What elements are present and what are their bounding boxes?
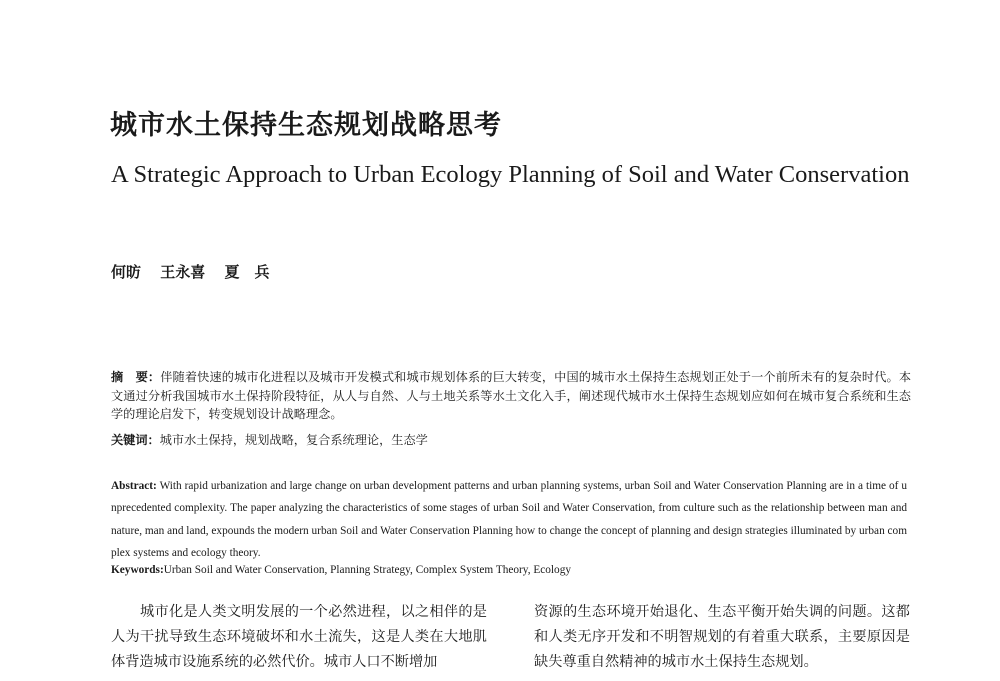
abstract-chinese-label: 摘 要： xyxy=(111,370,161,384)
keywords-english-text: Urban Soil and Water Conservation, Planning Strategy, Complex System Theory, Ecology xyxy=(163,564,572,576)
abstract-chinese xyxy=(111,368,911,424)
author-2: 王永喜 xyxy=(160,263,206,281)
keywords-chinese-text: 城市水土保持，规划战略，复合系统理论，生态学 xyxy=(159,433,428,447)
abstract-english xyxy=(111,475,907,564)
author-1: 何昉 xyxy=(111,263,142,281)
abstract-chinese-text: 伴随着快速的城市化进程以及城市开发模式和城市规划体系的巨大转变，中国的城市水土保持生态规划正处于一个前所未有的复杂时代。本文通过分析我国城市水土保持阶段特征，从人与自然、人与土地关系等水土文化入手，阐述现代城市水土保持生态规划应如何在城市复合系统和生态学的理论启发下，转变规划设计战略理念。 xyxy=(111,370,912,421)
author-3: 夏 兵 xyxy=(224,263,270,281)
body-column-left: 城市化是人类文明发展的一个必然进程，以之相伴的是人为干扰导致生态环境破坏和水土流失，这是人类在大地肌体背造城市设施系统的必然代价。城市人口不断增加 xyxy=(111,604,487,670)
body-column-right: 资源的生态环境开始退化、生态平衡开始失调的问题。这都和人类无序开发和不明智规划的有着重大联系，主要原因是缺失尊重自然精神的城市水土保持生态规划。 xyxy=(534,604,910,670)
abstract-english-label: Abstract: xyxy=(111,480,157,492)
keywords-chinese-label: 关键词： xyxy=(111,433,160,447)
keywords-english xyxy=(111,560,907,580)
title-english: A Strategic Approach to Urban Ecology Planning of Soil and Water Conservation xyxy=(111,161,910,188)
abstract-english-text: With rapid urbanization and large change on urban development patterns and urban planning systems, urban Soil and Water Conservation Planning are in a time of unprecedented complexity. The paper analyzing the characteristics of some stages of urban Soil and Water Conservation, from culture such as the relationship between man and nature, man and land, expounds the modern urban Soil and Water Conservation Planning how to change the concept of planning and design strategies illuminated by urban complex systems and ecology theory. xyxy=(111,480,907,559)
author-list xyxy=(111,261,284,282)
keywords-chinese xyxy=(111,431,911,449)
title-chinese: 城市水土保持生态规划战略思考 xyxy=(110,110,502,141)
keywords-english-label: Keywords: xyxy=(111,564,164,576)
